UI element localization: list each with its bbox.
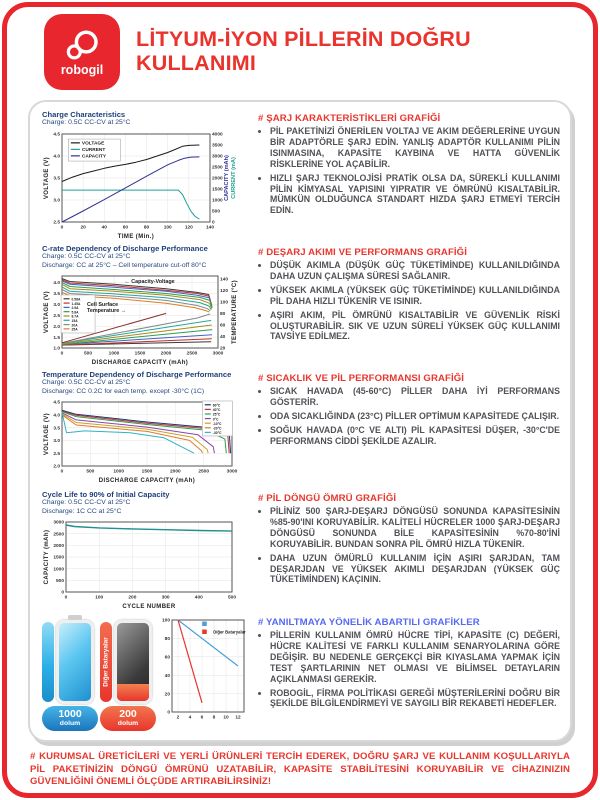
- svg-text:3.0: 3.0: [53, 439, 60, 445]
- svg-text:500: 500: [83, 351, 93, 357]
- svg-text:2.0: 2.0: [53, 465, 60, 471]
- row-charge: [42, 110, 560, 244]
- svg-text:VOLTAGE (V): VOLTAGE (V): [44, 156, 50, 200]
- svg-text:-30°C: -30°C: [212, 431, 222, 436]
- svg-text:40: 40: [220, 335, 226, 341]
- svg-text:2.5: 2.5: [53, 452, 60, 458]
- bullet-item: • AŞIRI AKIM, PİL ÖMRÜNÜ KISALTABİLİR VE GÜVENLİK RİSKİ OLUŞTURABİLİR. SIK VE UZUN SÜRELİ YÜKSEK GÜÇ KULLANIMI TAVSİYE EDİLMEZ.: [270, 310, 560, 343]
- svg-text:60: 60: [164, 655, 170, 661]
- footer-note: # KURUMSAL ÜRETİCİLERİ VE YERLİ ÜRÜNLERİ TERCİH EDEREK, DOĞRU ŞARJ VE KULLANIM KOŞULLARIYLA PİL PAKETİNİZİN DÖNGÜ ÖMRÜNÜ UZATABİLİR, KAPASİTE STABİLİTESİNİ KORUYABİLİR VE CİHAZINIZIN GÜVENLİĞİNİ ÖNEMLİ ÖLÇÜDE ARTIRABİLİRSİNİZ!: [30, 751, 570, 788]
- svg-text:3.5: 3.5: [53, 176, 60, 182]
- svg-text:TIME (Min.): TIME (Min.): [117, 233, 155, 240]
- chart-subtitle: Charge: 0.5C CC-CV at 25°C: [42, 253, 131, 261]
- section-sarj-karakteristikleri: [258, 110, 560, 244]
- svg-text:CYCLE NUMBER: CYCLE NUMBER: [122, 604, 176, 611]
- bullet-item: • ODA SICAKLIĞINDA (23°C) PİLLER OPTİMUM KAPASİTEDE ÇALIŞIR.: [270, 411, 560, 422]
- svg-text:VOLTAGE (V): VOLTAGE (V): [44, 413, 50, 456]
- svg-text:4.5: 4.5: [53, 401, 60, 407]
- svg-text:25A: 25A: [71, 328, 78, 333]
- c-rate-dependency-chart: [42, 270, 240, 366]
- svg-text:3000: 3000: [226, 469, 238, 475]
- svg-text:3.5: 3.5: [53, 292, 60, 298]
- svg-text:3000: 3000: [212, 154, 223, 160]
- robogil-logo-icon: [61, 28, 103, 66]
- cycles-badge-200: [100, 706, 156, 731]
- svg-text:2.5: 2.5: [53, 314, 60, 320]
- svg-text:12: 12: [235, 715, 241, 721]
- svg-text:20: 20: [80, 225, 86, 231]
- svg-text:3.5: 3.5: [53, 426, 60, 432]
- svg-text:300: 300: [161, 595, 170, 601]
- svg-text:5.8A: 5.8A: [71, 310, 79, 315]
- bullet-item: • DAHA UZUN ÖMÜRLÜ KULLANIM İÇİN AŞIRI ŞARJDAN, TAM DEŞARJDAN VE YÜKSEK AKIMLI DEŞARJDAN (YÜKSEK GÜÇ TÜKETİMİNDEN) KAÇININ.: [270, 553, 560, 586]
- svg-text:500: 500: [55, 579, 64, 585]
- svg-text:3.0: 3.0: [53, 303, 60, 309]
- row-temperature: [42, 370, 560, 490]
- chart-block-temperature: [42, 370, 248, 490]
- bullet-item: • YÜKSEK AKIMLA (YÜKSEK GÜÇ TÜKETİMİNDE) KULLANILDIĞINDA PİL DAHA HIZLI TÜKENİR VE ISINIR.: [270, 285, 560, 307]
- svg-text:0: 0: [60, 225, 64, 231]
- battery-low-fill: [117, 684, 149, 701]
- low-battery-icon: [114, 620, 152, 704]
- header: [0, 0, 600, 90]
- svg-text:4000: 4000: [212, 132, 223, 138]
- svg-text:1000: 1000: [53, 567, 64, 573]
- svg-text:1500: 1500: [141, 469, 153, 475]
- svg-text:CURRENT: CURRENT: [81, 148, 106, 154]
- chart-block-charge-characteristics: [42, 110, 248, 244]
- svg-text:10: 10: [223, 715, 229, 721]
- svg-text:0°C: 0°C: [212, 417, 219, 422]
- svg-text:DISCHARGE CAPACITY (mAh): DISCHARGE CAPACITY (mAh): [91, 360, 189, 367]
- svg-text:60: 60: [220, 324, 226, 330]
- svg-text:4: 4: [188, 715, 192, 721]
- bullet-item: • HIZLI ŞARJ TEKNOLOJİSİ PRATİK OLSA DA, SÜREKLİ KULLANIMI PİLİN KİMYASAL YAPISINI YIPRATIR VE ÖMRÜNÜ KISALTABİLİR. MÜMKÜN OLDUĞUNCA STANDART HIZDA ŞARJ ETMEYİ TERCİH EDİN.: [270, 173, 560, 217]
- svg-text:80: 80: [220, 312, 226, 318]
- svg-text:VOLTAGE: VOLTAGE: [81, 141, 105, 147]
- svg-text:2000: 2000: [212, 176, 223, 182]
- row-cycle-life: [42, 490, 560, 614]
- svg-text:TEMPERATURE (°C): TEMPERATURE (°C): [232, 280, 238, 345]
- full-battery-icon: [56, 620, 94, 704]
- svg-text:CAPACITY (mAh): CAPACITY (mAh): [224, 155, 230, 201]
- svg-text:1.5: 1.5: [53, 336, 60, 342]
- svg-text:60: 60: [122, 225, 129, 231]
- chart-title: C-rate Dependency of Discharge Performance: [42, 244, 208, 253]
- svg-text:1.0: 1.0: [53, 347, 60, 353]
- svg-text:8: 8: [212, 715, 216, 721]
- svg-text:4.0: 4.0: [53, 281, 60, 287]
- bullet-item: • PİLLERİN KULLANIM ÖMRÜ HÜCRE TİPİ, KAPASİTE (C) DEĞERİ, HÜCRE KALİTESİ VE FARKLI KULLANIM SENARYOLARINA GÖRE DEĞİŞİR. BU NEDENLE GERÇEKÇİ BİR KIYASLAMA YAPMAK İÇİN TEST ŞARTLARININ NET OLMASI VE BİLİMSEL DETAYLARIN AÇIKLANMASI GEREKİR.: [270, 630, 560, 685]
- svg-text:3000: 3000: [53, 521, 64, 527]
- section-heading: # SICAKLIK VE PİL PERFORMANSI GRAFİĞİ: [258, 373, 465, 384]
- svg-text:2.5: 2.5: [53, 220, 60, 226]
- svg-text:40°C: 40°C: [212, 408, 221, 413]
- svg-text:500: 500: [212, 209, 221, 215]
- svg-text:2000: 2000: [169, 469, 181, 475]
- section-heading: # PİL DÖNGÜ ÖMRÜ GRAFİĞİ: [258, 493, 397, 504]
- robogil-logo: [44, 14, 120, 90]
- svg-text:400: 400: [194, 595, 203, 601]
- chart-subtitle: Discharge: CC at 25°C – Cell temperature cut-off 80°C: [42, 261, 207, 269]
- other-batteries-capsule: [100, 622, 112, 702]
- svg-text:CAPACITY: CAPACITY: [81, 154, 107, 160]
- chart-subtitle: Charge: 0.5C CC-CV at 25°C: [42, 379, 131, 387]
- charge-characteristics-chart: [42, 128, 240, 240]
- svg-text:1.45A: 1.45A: [71, 302, 81, 307]
- robogil-capsule: [42, 622, 54, 702]
- svg-text:80: 80: [164, 637, 170, 643]
- svg-text:Diğer Bataryalar: Diğer Bataryalar: [213, 629, 246, 635]
- svg-text:8.7A: 8.7A: [71, 315, 79, 320]
- section-desarj-akimi: [258, 244, 560, 370]
- svg-text:80: 80: [143, 225, 150, 231]
- other-batteries-label: Diğer Bataryalar: [102, 637, 110, 687]
- svg-text:2.0: 2.0: [53, 325, 60, 331]
- svg-text:0.58A: 0.58A: [71, 297, 81, 302]
- svg-text:2500: 2500: [198, 469, 210, 475]
- svg-text:-10°C: -10°C: [212, 422, 222, 427]
- svg-text:1000: 1000: [108, 351, 120, 357]
- temperature-dependency-chart: [42, 396, 240, 484]
- svg-text:VOLTAGE (V): VOLTAGE (V): [44, 291, 50, 334]
- bullet-item: • SOĞUK HAVADA (0°C VE ALTI) PİL KAPASİTESİ DÜŞER, -30°C'DE PERFORMANS CİDDİ ŞEKİLDE AZALIR.: [270, 425, 560, 447]
- chart-title: Charge Characteristics: [42, 110, 126, 119]
- svg-text:40: 40: [164, 673, 170, 679]
- battery-comparison-graphic: [42, 614, 248, 732]
- svg-text:40: 40: [101, 225, 107, 231]
- svg-text:6: 6: [200, 715, 204, 721]
- svg-text:200: 200: [128, 595, 137, 601]
- svg-text:2.9A: 2.9A: [71, 306, 79, 311]
- svg-text:20: 20: [220, 347, 226, 353]
- svg-text:← Capacity-Voltage: ← Capacity-Voltage: [124, 279, 175, 286]
- badge-value: 1000: [58, 708, 82, 720]
- svg-text:DISCHARGE CAPACITY (mAh): DISCHARGE CAPACITY (mAh): [98, 478, 196, 485]
- svg-text:1000: 1000: [113, 469, 125, 475]
- svg-text:4.0: 4.0: [53, 413, 60, 419]
- svg-text:2500: 2500: [53, 532, 64, 538]
- svg-text:Cell Surface: Cell Surface: [86, 302, 119, 309]
- chart-title: Cycle Life to 90% of Initial Capacity: [42, 490, 170, 499]
- svg-text:140: 140: [220, 278, 229, 284]
- svg-text:0: 0: [61, 591, 64, 597]
- svg-text:120: 120: [220, 289, 229, 295]
- bullet-item: • SICAK HAVADA (45-60°C) PİLLER DAHA İYİ PERFORMANS GÖSTERİR.: [270, 386, 560, 408]
- chart-title: Temperature Dependency of Discharge Performance: [42, 370, 232, 379]
- svg-text:60°C: 60°C: [212, 403, 221, 408]
- svg-text:2000: 2000: [53, 544, 64, 550]
- chart-subtitle: Discharge: 1C CC at 25°C: [42, 507, 122, 515]
- svg-text:500: 500: [86, 469, 95, 475]
- svg-text:0: 0: [167, 710, 170, 716]
- bullet-item: • PİL PAKETİNİZİ ÖNERİLEN VOLTAJ VE AKIM DEĞERLERİNE UYGUN BİR ADAPTÖRLE ŞARJ EDİN. YANLIŞ ADAPTÖR KULLANIMI PİLİN ISINMASINA, KAPASİTE KAYBINA VE HATTA GÜVENLİK RİSKLERİNE YOL AÇABİLİR.: [270, 126, 560, 170]
- svg-text:2: 2: [176, 715, 180, 721]
- bullet-list: [258, 506, 560, 585]
- svg-text:3.0: 3.0: [53, 198, 60, 204]
- section-heading: # DEŞARJ AKIMI VE PERFORMANS GRAFİĞİ: [258, 247, 467, 258]
- svg-text:1500: 1500: [212, 187, 223, 193]
- svg-text:4.0: 4.0: [53, 154, 60, 160]
- section-dongu-omru: [258, 490, 560, 614]
- misleading-comparison-chart: [158, 614, 248, 724]
- chart-subtitle: Discharge: CC 0.2C for each temp. except -30°C (1C): [42, 387, 205, 395]
- chart-block-c-rate: [42, 244, 248, 370]
- badge-unit: dolum: [59, 719, 81, 727]
- svg-text:2000: 2000: [160, 351, 172, 357]
- svg-text:100: 100: [163, 225, 172, 231]
- svg-text:4.5: 4.5: [53, 132, 60, 138]
- svg-text:2500: 2500: [212, 165, 223, 171]
- badge-value: 200: [119, 708, 137, 720]
- page-title-line1: LİTYUM-İYON PİLLERİN DOĞRU: [136, 27, 471, 52]
- bullet-list: [258, 630, 560, 709]
- svg-text:15A: 15A: [71, 319, 78, 324]
- section-yaniltici-grafikler: [258, 614, 560, 732]
- svg-text:3000: 3000: [212, 351, 224, 357]
- svg-text:CURRENT (mA): CURRENT (mA): [231, 157, 237, 199]
- svg-text:100: 100: [220, 301, 229, 307]
- svg-text:CAPACITY (mAh): CAPACITY (mAh): [44, 530, 50, 585]
- svg-text:140: 140: [205, 225, 215, 231]
- svg-text:0: 0: [212, 220, 215, 226]
- svg-text:2500: 2500: [186, 351, 198, 357]
- page-title: [136, 28, 471, 75]
- chart-subtitle: Charge: 0.5C CC-CV at 25°C: [42, 119, 131, 127]
- section-heading: # ŞARJ KARAKTERİSTİKLERİ GRAFİĞİ: [258, 113, 441, 124]
- page-title-line2: KULLANIMI: [136, 51, 257, 75]
- svg-text:1500: 1500: [53, 556, 64, 562]
- battery-terminal: [68, 615, 82, 620]
- logo-text: robogil: [60, 62, 104, 77]
- chart-block-cycle-life: [42, 490, 248, 614]
- cycle-life-chart: [42, 516, 240, 610]
- section-sicaklik: [258, 370, 560, 490]
- battery-illustrations: [42, 614, 156, 732]
- svg-text:120: 120: [184, 225, 193, 231]
- bullet-item: • PİLİNİZ 500 ŞARJ-DEŞARJ DÖNGÜSÜ SONUNDA KAPASİTESİNİN %85-90'INI KORUYABİLİR. KALİTELİ HÜCRELER 1000 ŞARJ-DEŞARJ DÖNGÜSÜ SONUNDA BİLE KAPASİTESİNİN %70-80'İNİ KORUYABİLİR. BUNDAN SONRA PİL ÖMRÜ HIZLA TÜKENİR.: [270, 506, 560, 550]
- section-heading: # YANILTMAYA YÖNELİK ABARTILI GRAFİKLER: [258, 617, 480, 628]
- chart-subtitle: Charge: 0.5C CC-CV at 25°C: [42, 499, 131, 507]
- svg-text:1000: 1000: [212, 198, 223, 204]
- bullet-list: [258, 386, 560, 447]
- svg-text:0: 0: [60, 469, 64, 475]
- bullet-list: [258, 260, 560, 342]
- bullet-item: • DÜŞÜK AKIMLA (DÜŞÜK GÜÇ TÜKETİMİNDE) KULLANILDIĞINDA DAHA UZUN ÇALIŞMA SÜRESİ SAĞLANIR.: [270, 260, 560, 282]
- svg-text:0: 0: [60, 351, 64, 357]
- svg-text:20: 20: [164, 692, 170, 698]
- svg-text:25°C: 25°C: [212, 413, 221, 418]
- row-misleading: [42, 614, 560, 732]
- svg-text:100: 100: [161, 618, 170, 624]
- svg-text:0: 0: [64, 595, 68, 601]
- svg-text:20A: 20A: [71, 323, 78, 328]
- cycles-badge-1000: [42, 706, 98, 731]
- svg-text:Temperature →: Temperature →: [86, 308, 127, 315]
- bullet-item: • ROBOGİL, FİRMA POLİTİKASI GEREĞİ MÜŞTERİLERİNİ DOĞRU BİR ŞEKİLDE BİLGİLENDİRMEYİ VE SAYGILI BİR REKABETİ HEDEFLER.: [270, 688, 560, 710]
- svg-text:-20°C: -20°C: [212, 426, 222, 431]
- row-discharge: [42, 244, 560, 370]
- badge-unit: dolum: [117, 719, 139, 727]
- bullet-list: [258, 126, 560, 216]
- svg-text:500: 500: [227, 595, 237, 601]
- svg-text:1500: 1500: [134, 351, 146, 357]
- content-card: [28, 100, 572, 742]
- svg-text:3500: 3500: [212, 143, 223, 149]
- svg-text:100: 100: [95, 595, 104, 601]
